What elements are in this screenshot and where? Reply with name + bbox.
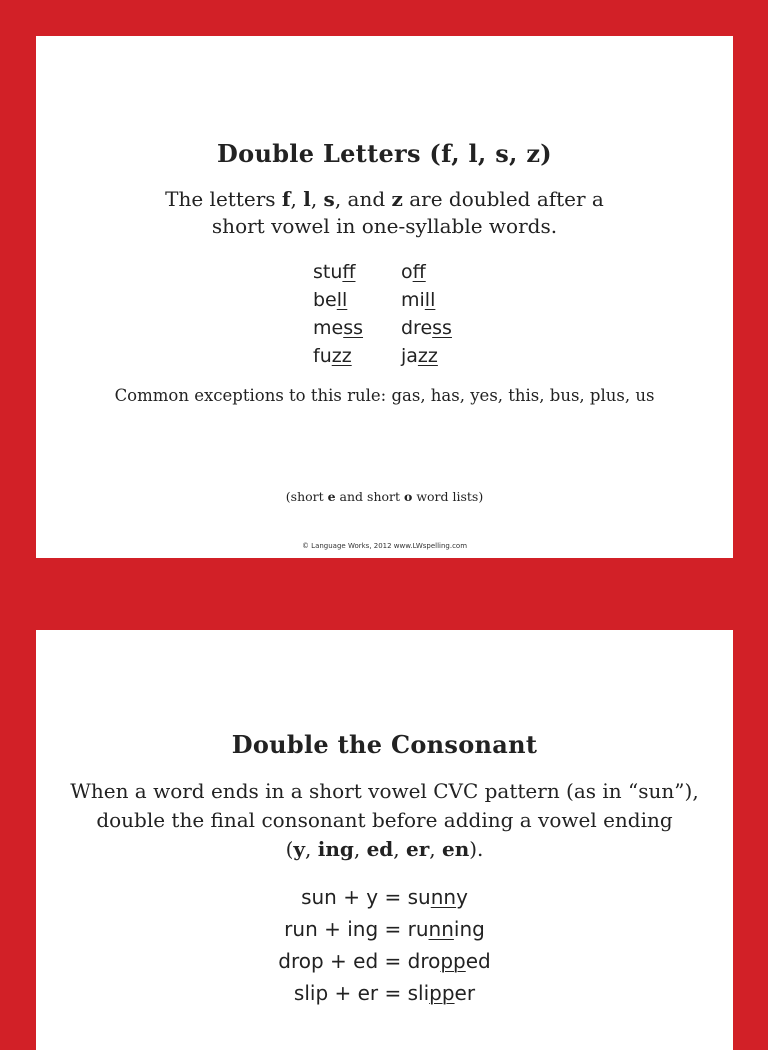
rule-line-3: (y, ing, ed, er, en). [285, 837, 484, 861]
word-right: off [401, 261, 426, 283]
equation-row: slip + er = slipper [293, 981, 476, 1005]
word-row [313, 258, 452, 286]
rule-line-1: When a word ends in a short vowel CVC pattern (as in “sun”), [70, 779, 699, 803]
rule-part: The letters [165, 187, 282, 211]
equation-list [36, 881, 733, 1009]
rule-part: , [290, 187, 304, 211]
equation-row: sun + y = sunny [301, 885, 468, 909]
word-left: mess [313, 317, 364, 339]
word-row [313, 286, 452, 314]
rule-part: are doubled after a [402, 187, 604, 211]
rule-text [36, 777, 733, 864]
word-left: fuzz [313, 345, 352, 367]
card-title: Double the Consonant [231, 730, 538, 759]
copyright-footer: © Language Works, 2012 www.LWspelling.com [301, 542, 468, 550]
word-list [313, 258, 452, 370]
exceptions-text: Common exceptions to this rule: gas, has, yes, this, bus, plus, us [114, 386, 655, 405]
rule-text [36, 186, 733, 240]
equation-row: run + ing = running [284, 917, 485, 941]
rule-line-2: double the final consonant before adding a vowel ending [96, 808, 673, 832]
word-right: dress [401, 317, 452, 339]
rule-part: , and [334, 187, 392, 211]
word-row [313, 314, 452, 342]
word-row [313, 342, 452, 370]
word-right: jazz [401, 345, 438, 367]
equation-row: drop + ed = dropped [278, 949, 491, 973]
rule-line-2: short vowel in one-syllable words. [211, 214, 558, 238]
word-left: bell [313, 289, 348, 311]
rule-part: , [310, 187, 324, 211]
rule-line-1 [36, 186, 733, 213]
rule-letter: z [391, 187, 403, 211]
word-list-note: (short e and short o word lists) [285, 489, 484, 504]
double-consonant-card [36, 630, 733, 1050]
rule-letter: f [281, 187, 291, 211]
word-left: stuff [313, 261, 356, 283]
rule-letter: l [303, 187, 311, 211]
card-title: Double Letters (f, l, s, z) [217, 139, 552, 168]
word-right: mill [401, 289, 436, 311]
double-letters-card [36, 36, 733, 558]
rule-letter: s [323, 187, 335, 211]
